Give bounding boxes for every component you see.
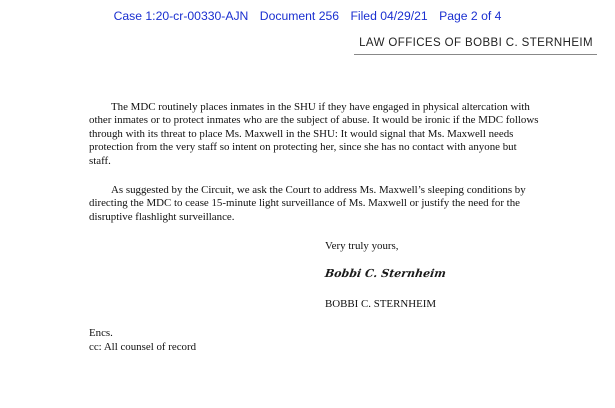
document-number: Document 256 (259, 9, 340, 23)
cc-note: cc: All counsel of record (89, 341, 197, 353)
enclosures-note: Encs. (89, 327, 113, 339)
letterhead-firm-name: LAW OFFICES OF BOBBI C. STERNHEIM (359, 37, 593, 49)
filing-header (0, 9, 615, 23)
case-number: Case 1:20-cr-00330-AJN (113, 9, 249, 23)
body-paragraph-1: The MDC routinely places inmates in the SHU if they have engaged in physical altercation with other inmates or to protect inmates who are the subject of abuse. It would be ironic if the MDC follows through with its threat to place Ms. Maxwell in the SHU: It would signal that Ms. Maxwell needs protection from the very staff so intent on protecting her, since she has no contact with anyone but staff. (89, 101, 539, 167)
letterhead-divider (354, 54, 597, 55)
handwritten-signature: Bobbi C. Sternheim (324, 267, 447, 280)
body-paragraph-2: As suggested by the Circuit, we ask the Court to address Ms. Maxwell’s sleeping conditions by directing the MDC to cease 15-minute light surveillance of Ms. Maxwell or justify the need for the disruptive flashlight surveillance. (89, 184, 526, 223)
signer-printed-name: BOBBI C. STERNHEIM (325, 298, 437, 310)
closing-salutation: Very truly yours, (325, 240, 399, 252)
page-number: Page 2 of 4 (439, 9, 502, 23)
filed-date: Filed 04/29/21 (350, 9, 428, 23)
